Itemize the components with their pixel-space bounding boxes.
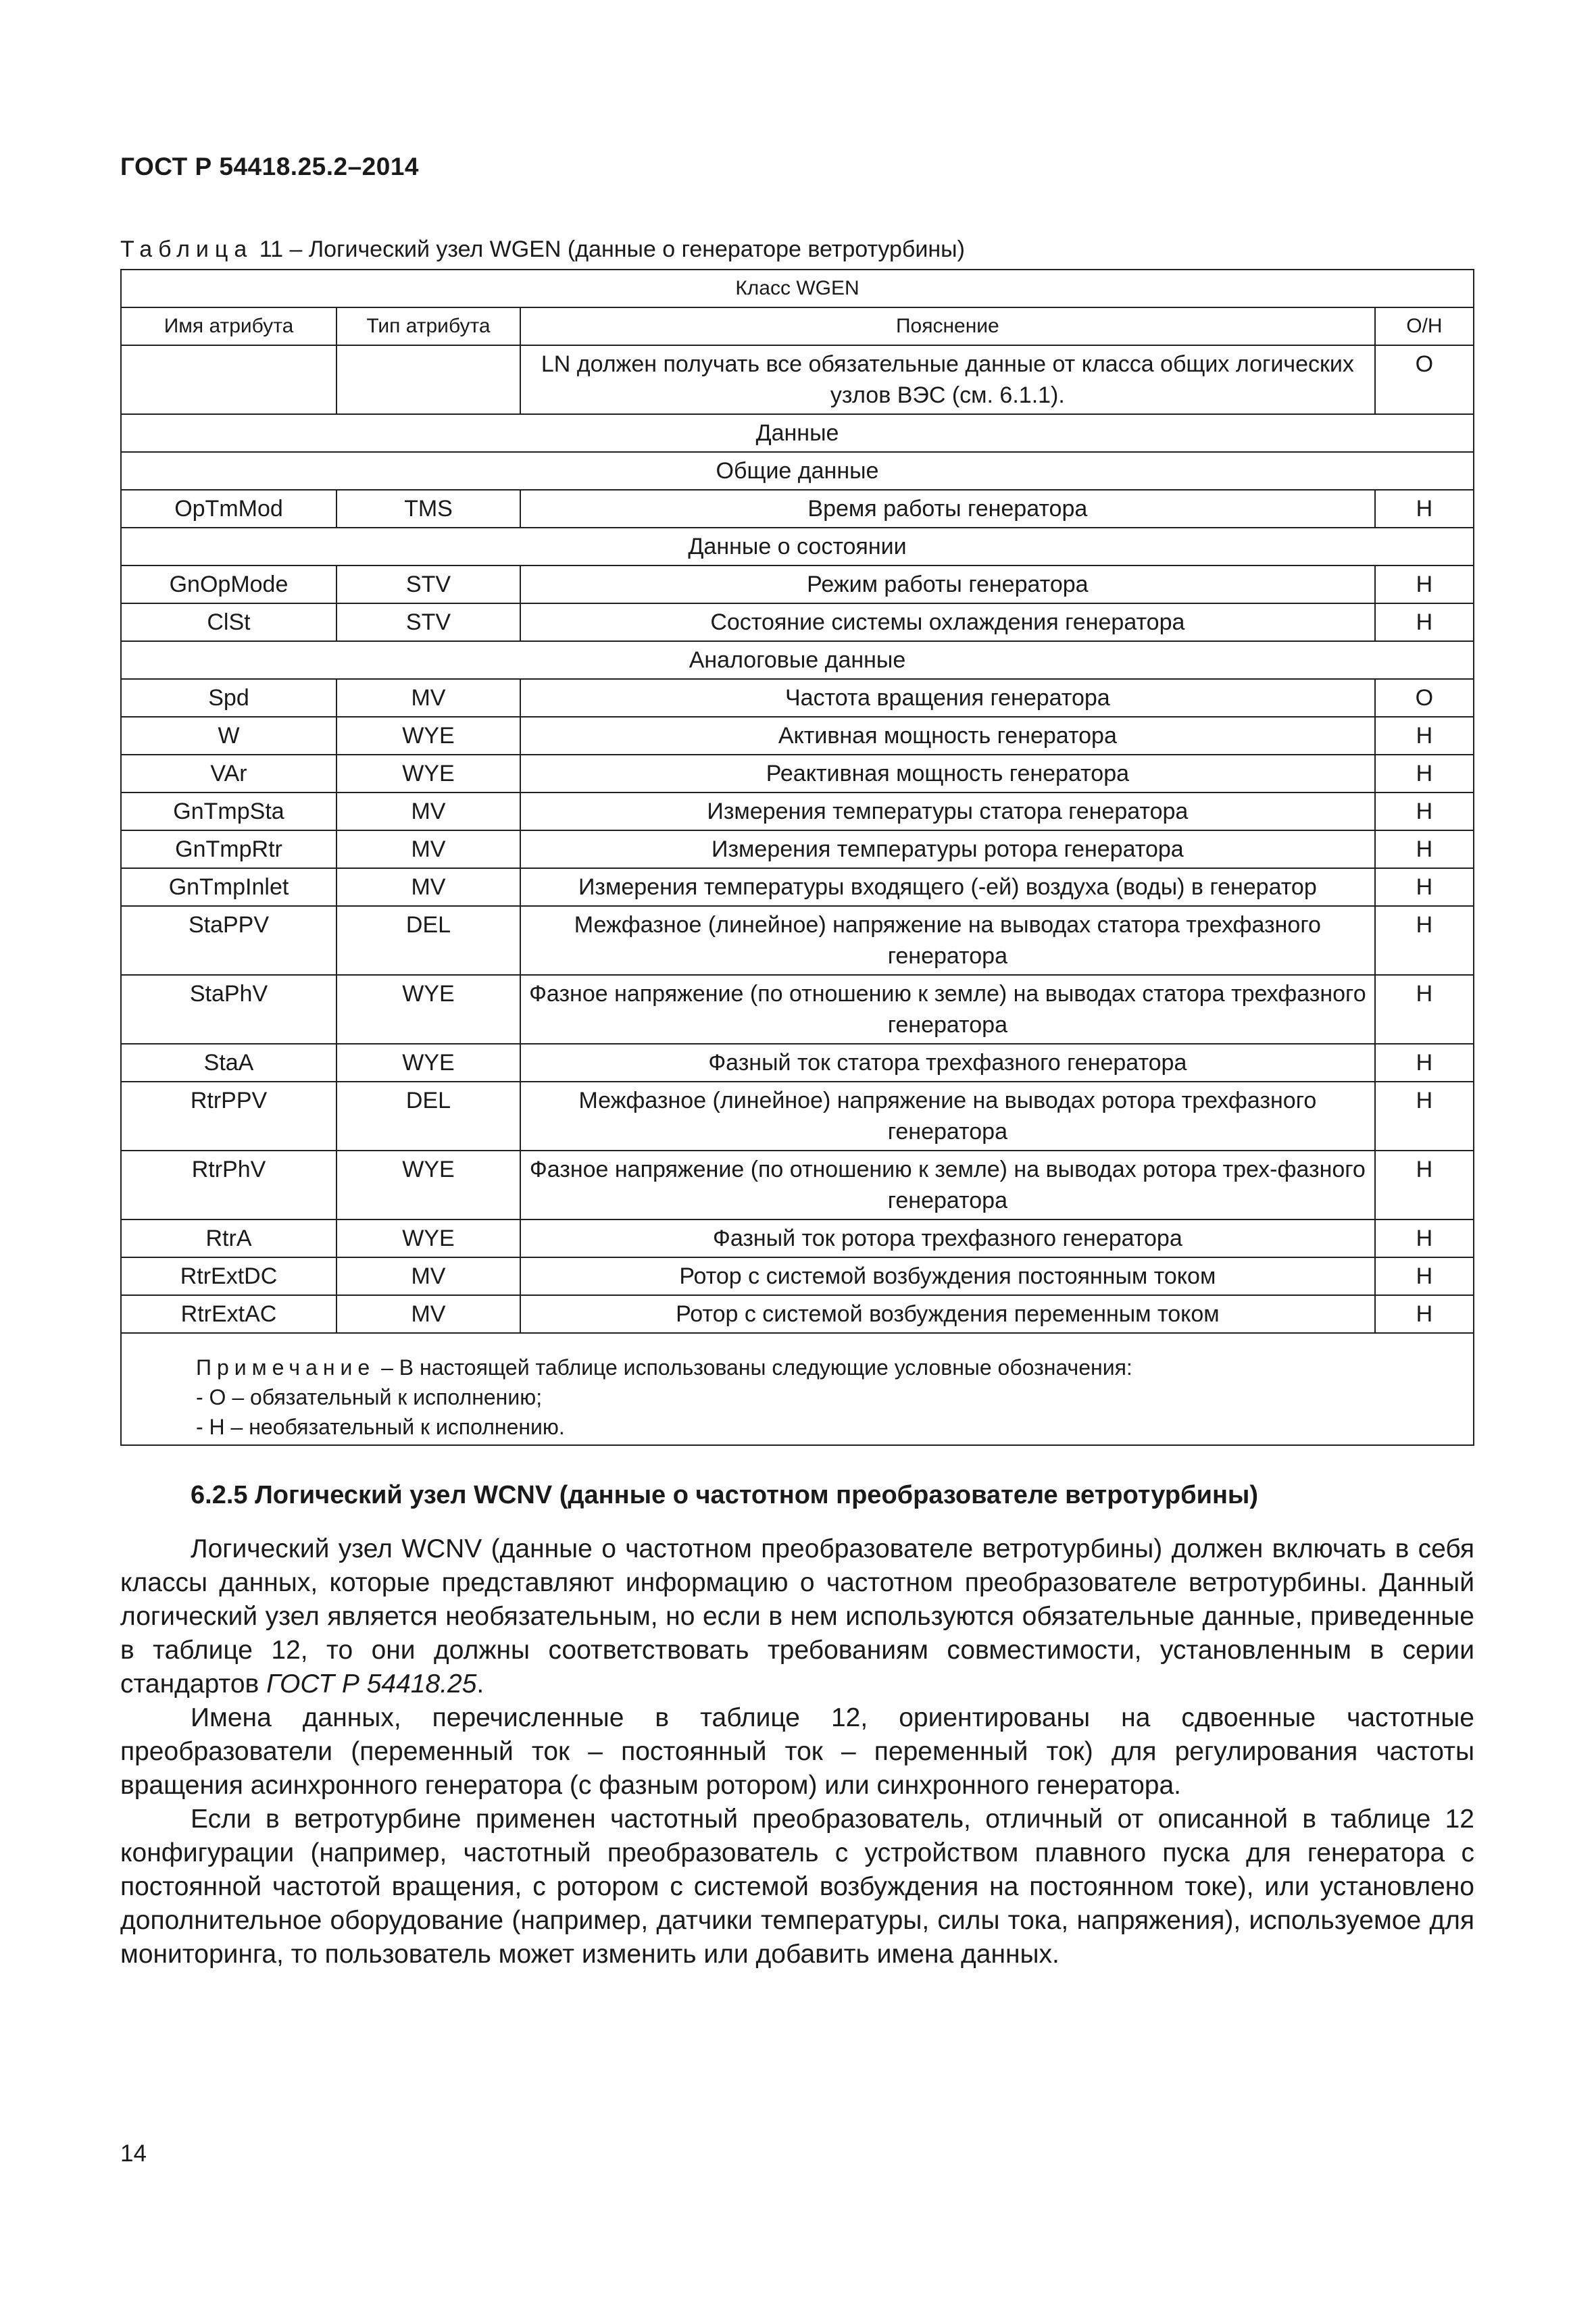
attribute-name: GnTmpRtr: [121, 830, 336, 868]
table-note: [121, 1333, 1474, 1445]
attribute-name: W: [121, 717, 336, 755]
note-text: – В настоящей таблице использованы следующие условные обозначения:: [375, 1355, 1132, 1380]
attribute-description: Время работы генератора: [520, 490, 1375, 528]
attribute-mo: Н: [1375, 830, 1474, 868]
attribute-type: MV: [336, 1257, 520, 1295]
attribute-type: MV: [336, 679, 520, 717]
attribute-mo: Н: [1375, 975, 1474, 1044]
table-row: [121, 1219, 1474, 1257]
attribute-name: RtrPhV: [121, 1151, 336, 1219]
attribute-mo: Н: [1375, 1082, 1474, 1151]
data-header-row: [121, 414, 1474, 452]
body-text: [120, 1532, 1474, 1971]
attribute-description: Состояние системы охлаждения генератора: [520, 603, 1375, 641]
attribute-type: MV: [336, 868, 520, 906]
attribute-name: GnTmpSta: [121, 793, 336, 830]
paragraph: Имена данных, перечисленные в таблице 12, ориентированы на сдвоенные частотные преобразователи (переменный ток – постоянный ток – переменный ток) для регулирования частоты вращения асинхронного генератора (с фазным ротором) или синхронного генератора.: [120, 1703, 1474, 1800]
column-header: Тип атрибута: [336, 307, 520, 345]
attribute-type: WYE: [336, 975, 520, 1044]
attribute-description: Фазный ток статора трехфазного генератора: [520, 1044, 1375, 1082]
attribute-mo: Н: [1375, 1219, 1474, 1257]
standard-reference: ГОСТ Р 54418.25: [266, 1669, 477, 1699]
attribute-type: DEL: [336, 1082, 520, 1151]
table-row: [121, 755, 1474, 793]
attribute-type: WYE: [336, 1219, 520, 1257]
table-cell-empty: [336, 345, 520, 414]
attribute-description: Частота вращения генератора: [520, 679, 1375, 717]
wgen-table: [120, 269, 1474, 1446]
attribute-type: STV: [336, 565, 520, 603]
attribute-name: GnOpMode: [121, 565, 336, 603]
attribute-mo: Н: [1375, 1151, 1474, 1219]
attribute-type: MV: [336, 1295, 520, 1333]
attribute-mo: Н: [1375, 565, 1474, 603]
attribute-description: Измерения температуры входящего (-ей) воздуха (воды) в генератор: [520, 868, 1375, 906]
attribute-description: Межфазное (линейное) напряжение на выводах статора трехфазного генератора: [520, 906, 1375, 975]
attribute-description: Ротор с системой возбуждения переменным током: [520, 1295, 1375, 1333]
table-caption: [120, 236, 965, 263]
attribute-mo: Н: [1375, 490, 1474, 528]
note-row: [121, 1333, 1474, 1445]
table-row: [121, 793, 1474, 830]
group-header-row: [121, 641, 1474, 679]
group-title: Общие данные: [121, 452, 1474, 490]
attribute-mo: Н: [1375, 717, 1474, 755]
attribute-description: Измерения температуры статора генератора: [520, 793, 1375, 830]
class-title: Класс WGEN: [121, 270, 1474, 307]
column-header: Пояснение: [520, 307, 1375, 345]
attribute-type: MV: [336, 793, 520, 830]
attribute-type: WYE: [336, 755, 520, 793]
group-header-row: [121, 452, 1474, 490]
attribute-name: ClSt: [121, 603, 336, 641]
attribute-name: Spd: [121, 679, 336, 717]
attribute-name: StaPPV: [121, 906, 336, 975]
attribute-name: RtrExtDC: [121, 1257, 336, 1295]
group-title: Аналоговые данные: [121, 641, 1474, 679]
attribute-description: Активная мощность генератора: [520, 717, 1375, 755]
note-line: [196, 1353, 1466, 1382]
attribute-description: Режим работы генератора: [520, 565, 1375, 603]
paragraph-text: Логический узел WCNV (данные о частотном преобразователе ветротурбины) должен включать в себя классы данных, которые представляют информацию о частотном преобразователе ветротурбины. Данный логический узел является необязательным, но если в нем используются обязательные данные, приведенные в таблице 12, то они должны соответствовать требованиям совместимости, установленным в серии стандартов: [120, 1534, 1474, 1699]
attribute-mo: Н: [1375, 1044, 1474, 1082]
attribute-description: Фазный ток ротора трехфазного генератора: [520, 1219, 1375, 1257]
attribute-name: StaA: [121, 1044, 336, 1082]
attribute-type: MV: [336, 830, 520, 868]
attribute-description: Межфазное (линейное) напряжение на выводах ротора трехфазного генератора: [520, 1082, 1375, 1151]
page-number: 14: [120, 2140, 147, 2167]
table-row: [121, 603, 1474, 641]
table-cell-desc: LN должен получать все обязательные данные от класса общих логических узлов ВЭС (см. 6.1.1).: [520, 345, 1375, 414]
table-row: [121, 1044, 1474, 1082]
attribute-mo: Н: [1375, 755, 1474, 793]
attribute-type: WYE: [336, 717, 520, 755]
attribute-description: Фазное напряжение (по отношению к земле) на выводах ротора трех-фазного генератора: [520, 1151, 1375, 1219]
group-title: Данные о состоянии: [121, 528, 1474, 565]
class-title-row: [121, 270, 1474, 307]
table-cell-mo: О: [1375, 345, 1474, 414]
column-header-row: [121, 307, 1474, 345]
table-row: [121, 717, 1474, 755]
group-header-row: [121, 528, 1474, 565]
attribute-mo: Н: [1375, 1295, 1474, 1333]
attribute-name: StaPhV: [121, 975, 336, 1044]
document-header: ГОСТ Р 54418.25.2–2014: [120, 153, 419, 180]
common-ln-row: [121, 345, 1474, 414]
attribute-mo: Н: [1375, 906, 1474, 975]
table-body: [121, 270, 1474, 1445]
attribute-type: TMS: [336, 490, 520, 528]
table-row: [121, 868, 1474, 906]
section-heading: 6.2.5 Логический узел WCNV (данные о частотном преобразователе ветротурбины): [191, 1481, 1259, 1509]
table-row: [121, 906, 1474, 975]
paragraph-end: .: [476, 1669, 484, 1699]
column-header: О/Н: [1375, 307, 1474, 345]
table-row: [121, 565, 1474, 603]
attribute-mo: Н: [1375, 868, 1474, 906]
table-row: [121, 1151, 1474, 1219]
table-row: [121, 679, 1474, 717]
table-caption-prefix: Таблица: [120, 236, 253, 262]
attribute-description: Ротор с системой возбуждения постоянным током: [520, 1257, 1375, 1295]
table-row: [121, 1082, 1474, 1151]
attribute-name: OpTmMod: [121, 490, 336, 528]
attribute-type: STV: [336, 603, 520, 641]
attribute-mo: О: [1375, 679, 1474, 717]
attribute-description: Реактивная мощность генератора: [520, 755, 1375, 793]
table-row: [121, 1257, 1474, 1295]
table-row: [121, 490, 1474, 528]
attribute-type: DEL: [336, 906, 520, 975]
attribute-type: WYE: [336, 1044, 520, 1082]
note-label: Примечание: [196, 1355, 376, 1380]
table-row: [121, 830, 1474, 868]
table-row: [121, 975, 1474, 1044]
note-item: - Н – необязательный к исполнению.: [196, 1415, 565, 1439]
attribute-type: WYE: [336, 1151, 520, 1219]
attribute-description: Фазное напряжение (по отношению к земле) на выводах статора трехфазного генератора: [520, 975, 1375, 1044]
table-cell-empty: [121, 345, 336, 414]
table-caption-text: 11 – Логический узел WGEN (данные о генераторе ветротурбины): [253, 236, 965, 262]
note-item: - О – обязательный к исполнению;: [196, 1385, 543, 1409]
attribute-name: RtrPPV: [121, 1082, 336, 1151]
attribute-mo: Н: [1375, 1257, 1474, 1295]
column-header: Имя атрибута: [121, 307, 336, 345]
paragraph: Если в ветротурбине применен частотный преобразователь, отличный от описанной в таблице 12 конфигурации (например, частотный преобразователь с устройством плавного пуска для генератора с постоянной частотой вращения, с ротором с системой возбуждения на постоянном токе), или установлено дополнительное оборудование (например, датчики температуры, силы тока, напряжения), используемое для мониторинга, то пользователь может изменить или добавить имена данных.: [120, 1805, 1474, 1969]
data-header: Данные: [121, 414, 1474, 452]
attribute-name: RtrA: [121, 1219, 336, 1257]
attribute-name: VAr: [121, 755, 336, 793]
attribute-name: RtrExtAC: [121, 1295, 336, 1333]
attribute-mo: Н: [1375, 603, 1474, 641]
attribute-name: GnTmpInlet: [121, 868, 336, 906]
table-row: [121, 1295, 1474, 1333]
attribute-mo: Н: [1375, 793, 1474, 830]
paragraph: [120, 1532, 1474, 1701]
attribute-description: Измерения температуры ротора генератора: [520, 830, 1375, 868]
